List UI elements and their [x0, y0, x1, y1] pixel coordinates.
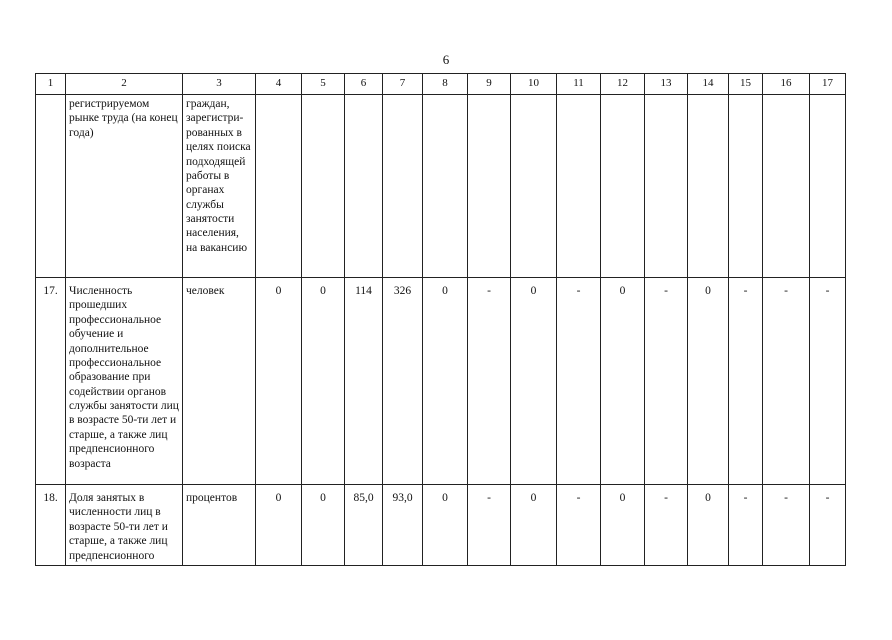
value-cell: - — [468, 278, 511, 485]
column-number-cell: 15 — [729, 74, 763, 95]
value-cell — [468, 95, 511, 278]
value-cell: - — [810, 485, 846, 566]
value-cell — [423, 95, 468, 278]
value-cell: 0 — [601, 485, 645, 566]
value-cell: 326 — [383, 278, 423, 485]
table-row — [36, 278, 846, 485]
page-number: 6 — [442, 52, 450, 67]
row-number-cell: 17. — [36, 278, 66, 485]
column-number-cell: 7 — [383, 74, 423, 95]
table-row — [36, 485, 846, 566]
value-cell: 85,0 — [345, 485, 383, 566]
column-number-cell: 12 — [601, 74, 645, 95]
indicator-name-cell: Численность прошедших профессиональное обучение и дополнительное профессиональное образование при содействии органов службы занятости лиц в возрасте 50-ти лет и старше, а также лиц предпенсионного возраста — [66, 278, 183, 485]
value-cell: 0 — [688, 278, 729, 485]
value-cell — [511, 95, 557, 278]
column-number-cell: 11 — [557, 74, 601, 95]
value-cell — [256, 95, 302, 278]
value-cell: - — [557, 278, 601, 485]
value-cell: 0 — [511, 485, 557, 566]
column-number-cell: 2 — [66, 74, 183, 95]
value-cell: 0 — [601, 278, 645, 485]
row-number-cell — [36, 95, 66, 278]
value-cell: - — [645, 485, 688, 566]
indicators-table — [35, 73, 846, 566]
value-cell: - — [645, 278, 688, 485]
value-cell: - — [763, 485, 810, 566]
value-cell: - — [468, 485, 511, 566]
value-cell — [810, 95, 846, 278]
value-cell: - — [557, 485, 601, 566]
column-number-cell: 4 — [256, 74, 302, 95]
value-cell — [763, 95, 810, 278]
value-cell: 0 — [423, 278, 468, 485]
column-number-cell: 16 — [763, 74, 810, 95]
column-number-cell: 9 — [468, 74, 511, 95]
value-cell: - — [763, 278, 810, 485]
value-cell — [688, 95, 729, 278]
value-cell — [383, 95, 423, 278]
value-cell — [302, 95, 345, 278]
column-number-cell: 13 — [645, 74, 688, 95]
value-cell — [345, 95, 383, 278]
value-cell: - — [729, 485, 763, 566]
indicator-name-cell: регистрируемом рынке труда (на конец года) — [66, 95, 183, 278]
value-cell: 0 — [302, 278, 345, 485]
column-number-row — [36, 74, 846, 95]
column-number-cell: 5 — [302, 74, 345, 95]
value-cell: - — [810, 278, 846, 485]
column-number-cell: 17 — [810, 74, 846, 95]
value-cell: 93,0 — [383, 485, 423, 566]
column-number-cell: 14 — [688, 74, 729, 95]
value-cell: 0 — [688, 485, 729, 566]
value-cell — [557, 95, 601, 278]
unit-cell: человек — [183, 278, 256, 485]
value-cell — [645, 95, 688, 278]
value-cell — [601, 95, 645, 278]
unit-cell: граждан, зарегистри-рованных в целях поиска подходящей работы в органах службы занятости населения, на вакансию — [183, 95, 256, 278]
column-number-cell: 6 — [345, 74, 383, 95]
column-number-cell: 3 — [183, 74, 256, 95]
column-number-cell: 1 — [36, 74, 66, 95]
value-cell: - — [729, 278, 763, 485]
value-cell: 0 — [302, 485, 345, 566]
value-cell: 0 — [256, 485, 302, 566]
indicator-name-cell: Доля занятых в численности лиц в возрасте 50-ти лет и старше, а также лиц предпенсионного — [66, 485, 183, 566]
column-number-cell: 8 — [423, 74, 468, 95]
value-cell: 0 — [256, 278, 302, 485]
row-number-cell: 18. — [36, 485, 66, 566]
value-cell: 114 — [345, 278, 383, 485]
unit-cell: процентов — [183, 485, 256, 566]
value-cell — [729, 95, 763, 278]
table-row — [36, 95, 846, 278]
value-cell: 0 — [423, 485, 468, 566]
column-number-cell: 10 — [511, 74, 557, 95]
value-cell: 0 — [511, 278, 557, 485]
